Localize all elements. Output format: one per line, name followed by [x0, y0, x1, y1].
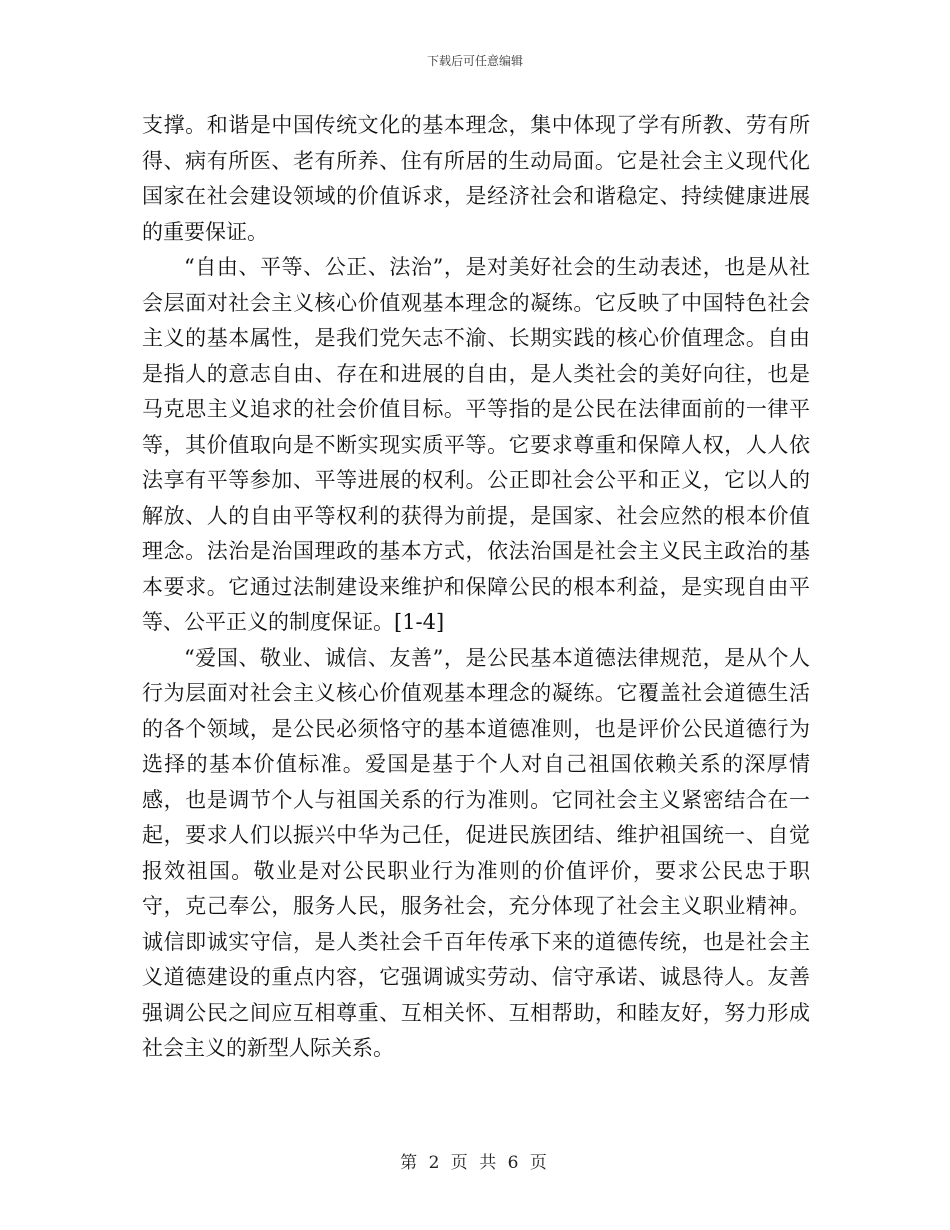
paragraph-harmony-continuation: 支撑。和谐是中国传统文化的基本理念，集中体现了学有所教、劳有所得、病有所医、老有所养、住有所居的生动局面。它是社会主义现代化国家在社会建设领域的价值诉求，是经济社会和谐稳定、持续健康进展的重要保证。	[142, 113, 810, 244]
page-number-footer: 第 2 页 共 6 页	[400, 1153, 550, 1173]
page-header: 下载后可任意编辑	[426, 54, 523, 68]
paragraph-personal-values: “爱国、敬业、诚信、友善”，是公民基本道德法律规范，是从个人行为层面对社会主义核心价值观基本理念的凝练。它覆盖社会道德生活的各个领域，是公民必须恪守的基本道德准则，也是评价公民道德行为选择的基本价值标准。爱国是基于个人对自己祖国依赖关系的深厚情感，也是调节个人与祖国关系的行为准则。它同社会主义紧密结合在一起，要求人们以振兴中华为己任，促进民族团结、维护祖国统一、自觉报效祖国。敬业是对公民职业行为准则的价值评价，要求公民忠于职守，克己奉公，服务人民，服务社会，充分体现了社会主义职业精神。诚信即诚实守信，是人类社会千百年传承下来的道德传统，也是社会主义道德建设的重点内容，它强调诚实劳动、信守承诺、诚恳待人。友善强调公民之间应互相尊重、互相关怀、互相帮助，和睦友好，努力形成社会主义的新型人际关系。	[142, 645, 810, 1060]
document-body	[142, 108, 810, 1067]
paragraph-social-values: “自由、平等、公正、法治”，是对美好社会的生动表述，也是从社会层面对社会主义核心价值观基本理念的凝练。它反映了中国特色社会主义的基本属性，是我们党矢志不渝、长期实践的核心价值理念。自由是指人的意志自由、存在和进展的自由，是人类社会的美好向往，也是马克思主义追求的社会价值目标。平等指的是公民在法律面前的一律平等，其价值取向是不断实现实质平等。它要求尊重和保障人权，人人依法享有平等参加、平等进展的权利。公正即社会公平和正义，它以人的解放、人的自由平等权利的获得为前提，是国家、社会应然的根本价值理念。法治是治国理政的基本方式，依法治国是社会主义民主政治的基本要求。它通过法制建设来维护和保障公民的根本利益，是实现自由平等、公平正义的制度保证。[1-4]	[142, 255, 810, 634]
